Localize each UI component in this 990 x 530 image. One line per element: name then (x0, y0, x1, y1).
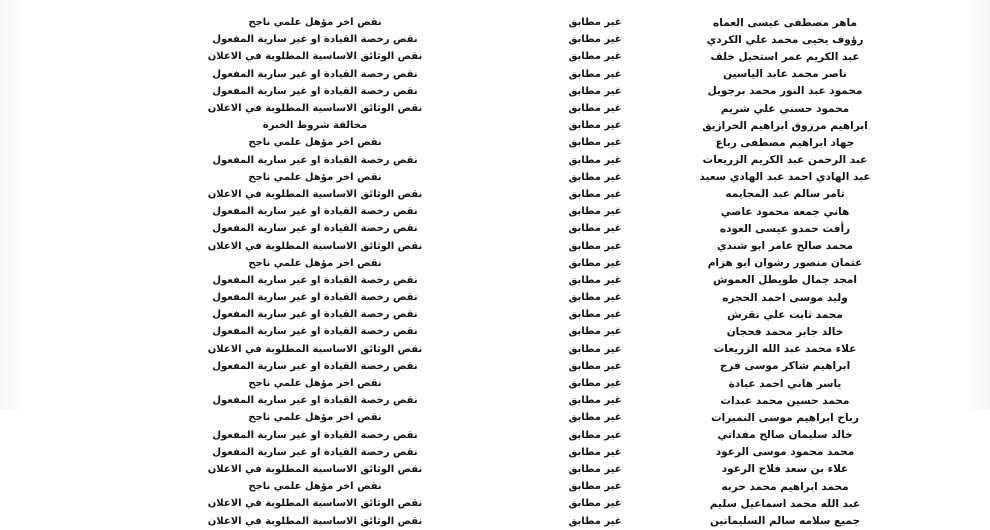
status-badge: غير مطابق (568, 463, 622, 475)
applicant-name: هاني جمعه محمود عاصي (720, 205, 850, 218)
rejection-reason: نقص اخر مؤهل علمي ناجح (248, 257, 382, 269)
table-row (110, 272, 900, 289)
rejection-reason: نقص رخصة القيادة او غير سارية المفعول (212, 395, 418, 407)
applicant-name: محمود عبد النور محمد برجويل (707, 85, 863, 98)
status-badge: غير مطابق (568, 309, 622, 321)
rejection-reason: نقص الوثائق الاساسية المطلوبة في الاعلان (207, 463, 423, 475)
applicant-name: وليد موسى احمد الحجره (722, 291, 848, 304)
table-row (110, 323, 900, 340)
status-badge: غير مطابق (568, 481, 622, 493)
rejection-reason: نقص رخصة القيادة او غير سارية المفعول (212, 85, 418, 97)
table-row (110, 375, 900, 392)
status-badge: غير مطابق (568, 154, 622, 166)
table-row (110, 255, 900, 272)
status-badge: غير مطابق (568, 34, 622, 46)
status-badge: غير مطابق (568, 51, 622, 63)
rejection-reason: نقص رخصة القيادة او غير سارية المفعول (212, 223, 418, 235)
applicant-name: امجد جمال طويطل العموش (713, 274, 857, 287)
status-badge: غير مطابق (568, 429, 622, 441)
table-row (110, 512, 900, 529)
status-badge: غير مطابق (568, 498, 622, 510)
table-body (110, 14, 900, 530)
applicant-name: علاء بن سعد فلاح الرعود (721, 463, 849, 476)
applicant-name: جهاد ابراهيم مصطفى رباع (715, 136, 855, 149)
table-row (110, 14, 900, 31)
table-row (110, 186, 900, 203)
rejection-reason: نقص اخر مؤهل علمي ناجح (248, 412, 382, 424)
table-row (110, 289, 900, 306)
status-badge: غير مطابق (568, 360, 622, 372)
rejection-reason: نقص اخر مؤهل علمي ناجح (248, 17, 382, 29)
status-badge: غير مطابق (568, 85, 622, 97)
status-badge: غير مطابق (568, 17, 622, 29)
page-right-shade (964, 0, 990, 410)
status-badge: غير مطابق (568, 343, 622, 355)
status-badge: غير مطابق (568, 223, 622, 235)
applicant-name: ياسر هاني احمد عبادة (728, 377, 842, 390)
status-badge: غير مطابق (568, 188, 622, 200)
rejection-reason: نقص رخصة القيادة او غير سارية المفعول (212, 68, 418, 80)
status-badge: غير مطابق (568, 292, 622, 304)
applicant-name: عبد الهادي احمد عبد الهادي سعيد (699, 171, 871, 184)
rejection-reason: نقص الوثائق الاساسية المطلوبة في الاعلان (207, 515, 423, 527)
table-row (110, 48, 900, 65)
rejection-reason: نقص رخصة القيادة او غير سارية المفعول (212, 274, 418, 286)
applicant-name: عبد الكريم عمر استحيل خلف (710, 50, 860, 63)
table-row (110, 83, 900, 100)
table-row (110, 478, 900, 495)
table-row (110, 341, 900, 358)
status-badge: غير مطابق (568, 68, 622, 80)
status-badge: غير مطابق (568, 395, 622, 407)
status-badge: غير مطابق (568, 120, 622, 132)
rejection-reason: نقص رخصة القيادة او غير سارية المفعول (212, 206, 418, 218)
applicant-name: محمود حسني علي شريم (720, 102, 850, 115)
rejection-reason: نقص اخر مؤهل علمي ناجح (248, 481, 382, 493)
status-badge: غير مطابق (568, 240, 622, 252)
applicant-name: رؤوف يحيى محمد علي الكردي (706, 33, 864, 46)
applicant-name: محمد حسين محمد عبدات (720, 394, 850, 407)
applicant-name: عثمان منصور رشوان ابو هزام (707, 257, 863, 270)
applicant-name: رأفت حمدو عيسى العوده (719, 222, 851, 235)
status-badge: غير مطابق (568, 446, 622, 458)
rejection-reason: نقص رخصة القيادة او غير سارية المفعول (212, 154, 418, 166)
rejection-reason: نقص رخصة القيادة او غير سارية المفعول (212, 429, 418, 441)
applicant-name: جميع سلامه سالم السليمانين (709, 515, 861, 528)
rejection-reason: نقص رخصة القيادة او غير سارية المفعول (212, 360, 418, 372)
applicant-name: ثامر سالم عبد المجايمه (725, 188, 845, 201)
status-badge: غير مطابق (568, 171, 622, 183)
applicant-name: ناصر محمد عابد الياسين (723, 68, 847, 81)
rejection-reason: نقص الوثائق الاساسية المطلوبة في الاعلان (207, 103, 423, 115)
applicant-name: خالد جابر محمد فحجان (726, 325, 844, 338)
table-row (110, 409, 900, 426)
applicant-name: محمد محمود موسى الرعود (715, 446, 855, 459)
table-row (110, 134, 900, 151)
table-row (110, 100, 900, 117)
rejection-reason: نقص رخصة القيادة او غير سارية المفعول (212, 292, 418, 304)
applicant-name: خالد سليمان صالح مفداتي (717, 429, 853, 442)
applicant-name: محمد ابراهيم محمد حربه (721, 480, 849, 493)
table-row (110, 392, 900, 409)
applicant-name: محمد ثابت علي نقرش (727, 308, 843, 321)
status-badge: غير مطابق (568, 274, 622, 286)
page-left-shade (0, 0, 26, 410)
applicant-name: رباح ابراهيم موسى النميرات (711, 411, 859, 424)
rejection-reason: نقص الوثائق الاساسية المطلوبة في الاعلان (207, 188, 423, 200)
status-badge: غير مطابق (568, 378, 622, 390)
status-badge: غير مطابق (568, 103, 622, 115)
table-row (110, 31, 900, 48)
status-badge: غير مطابق (568, 515, 622, 527)
table-row (110, 203, 900, 220)
table-row (110, 169, 900, 186)
rejection-reason: نقص الوثائق الاساسية المطلوبة في الاعلان (207, 51, 423, 63)
rejection-reason: نقص اخر مؤهل علمي ناجح (248, 378, 382, 390)
rejection-reason: نقص رخصة القيادة او غير سارية المفعول (212, 326, 418, 338)
rejection-reason: نقص اخر مؤهل علمي ناجح (248, 137, 382, 149)
table-row (110, 461, 900, 478)
rejection-reason: نقص رخصة القيادة او غير سارية المفعول (212, 309, 418, 321)
status-badge: غير مطابق (568, 137, 622, 149)
table-row (110, 66, 900, 83)
table-row (110, 220, 900, 237)
rejection-reason: نقص اخر مؤهل علمي ناجح (248, 171, 382, 183)
applicant-name: علاء محمد عبد الله الزريعات (713, 343, 857, 356)
status-badge: غير مطابق (568, 412, 622, 424)
rejection-reason: نقص الوثائق الاساسية المطلوبة في الاعلان (207, 240, 423, 252)
applicant-name: ابراهيم مرزوق ابراهيم الحرازيق (702, 119, 868, 132)
table-row (110, 237, 900, 254)
status-badge: غير مطابق (568, 326, 622, 338)
table-row (110, 152, 900, 169)
rejection-reason: مخالفة شروط الخبرة (262, 120, 368, 132)
applicant-name: ابراهيم شاكر موسى فرج (719, 360, 851, 373)
rejection-reason: نقص الوثائق الاساسية المطلوبة في الاعلان (207, 498, 423, 510)
applicant-name: عبد الرحمن عبد الكريم الزريعات (702, 154, 868, 167)
table-row (110, 306, 900, 323)
applicant-name: ماهر مصطفى عيسى العماه (713, 16, 857, 29)
table-row (110, 444, 900, 461)
table-row (110, 117, 900, 134)
rejection-reason: نقص رخصة القيادة او غير سارية المفعول (212, 34, 418, 46)
applicant-name: عبد الله محمد اسماعيل سليم (709, 497, 861, 510)
table-row (110, 358, 900, 375)
status-badge: غير مطابق (568, 257, 622, 269)
applicants-table (110, 14, 900, 530)
rejection-reason: نقص الوثائق الاساسية المطلوبة في الاعلان (207, 343, 423, 355)
rejection-reason: نقص رخصة القيادة او غير سارية المفعول (212, 446, 418, 458)
applicant-name: محمد صالح عامر ابو شندي (717, 240, 853, 253)
table-row (110, 495, 900, 512)
status-badge: غير مطابق (568, 206, 622, 218)
table-row (110, 427, 900, 444)
